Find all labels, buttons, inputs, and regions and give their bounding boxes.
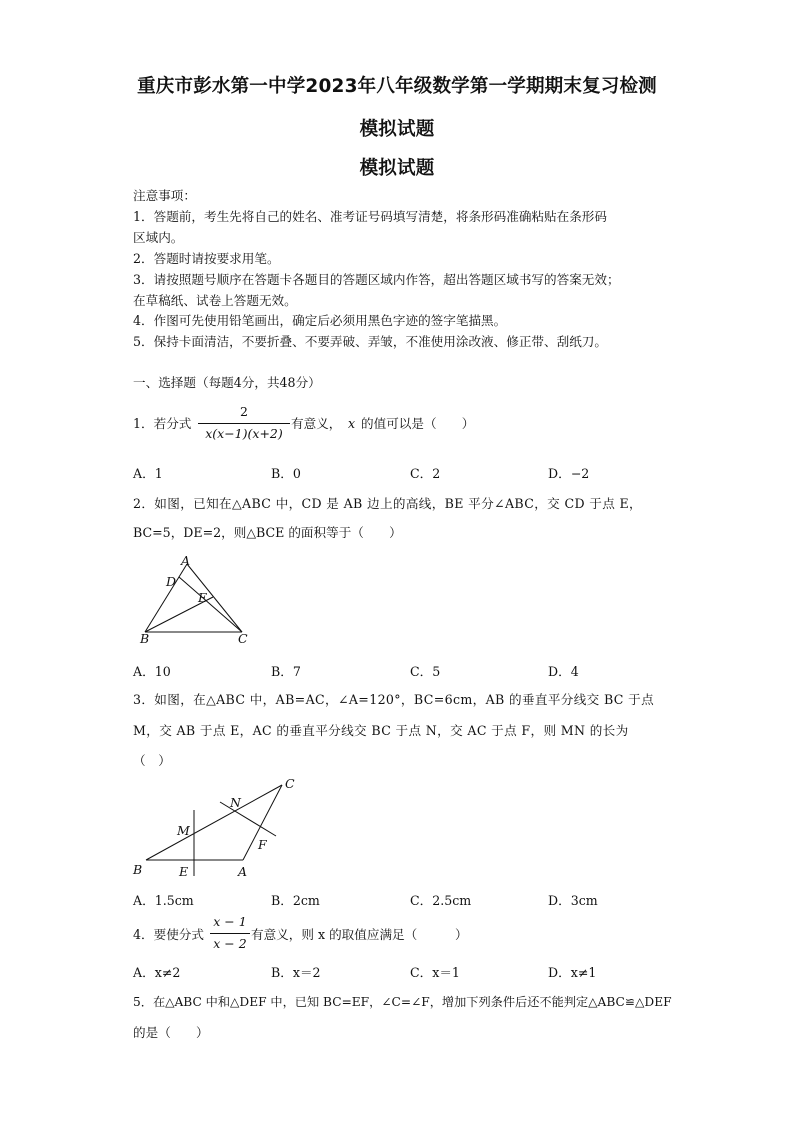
q2-label-d: D <box>166 574 177 589</box>
q2-option-a[interactable]: A．10 <box>133 664 171 679</box>
exam-title-line2: 模拟试题 <box>359 119 435 140</box>
notice-item-3: 3．请按照题号顺序在答题卡各题目的答题区域内作答，超出答题区域书写的答案无效； <box>133 272 620 287</box>
q3-label-f: F <box>258 837 267 852</box>
q2-triangle-figure <box>130 552 270 652</box>
q3-option-b[interactable]: B．2cm <box>271 893 320 908</box>
q1-prefix: 1．若分式 <box>133 416 192 431</box>
q4-suffix: 有意义，则 x 的取值应满足（ ） <box>251 927 468 942</box>
q1-option-a[interactable]: A．1 <box>133 466 163 481</box>
q2-label-e: E <box>198 590 208 605</box>
q5-text-line1: 5．在△ABC 中和△DEF 中，已知 BC=EF，∠C=∠F，增加下列条件后还不能判定△ABC≌△DEF <box>133 995 672 1009</box>
notice-item-4: 4．作图可先使用铅笔画出，确定后必须用黑色字迹的签字笔描黑。 <box>133 313 507 328</box>
q1-suffix2: 的值可以是（ ） <box>361 416 475 431</box>
q3-triangle-figure <box>130 772 310 884</box>
notice-item-1-cont: 区域内。 <box>133 230 184 245</box>
q1-numerator: 2 <box>240 404 248 419</box>
q2-option-d[interactable]: D．4 <box>548 664 579 679</box>
section-heading: 一、选择题（每题4分，共48分） <box>133 375 321 390</box>
q5-text-line2: 的是（ ） <box>133 1025 209 1040</box>
q2-text-line1: 2．如图，已知在△ABC 中，CD 是 AB 边上的高线，BE 平分∠ABC，交 CD 于点 E， <box>133 496 642 511</box>
q2-label-c: C <box>238 631 248 646</box>
q1-suffix: 有意义， <box>291 416 342 431</box>
q2-option-b[interactable]: B．7 <box>271 664 301 679</box>
q3-option-d[interactable]: D．3cm <box>548 893 598 908</box>
notice-item-3-cont: 在草稿纸、试卷上答题无效。 <box>133 293 297 308</box>
q1-denominator: x(x−1)(x+2) <box>205 426 283 441</box>
q3-text-line3: （ ） <box>133 753 171 768</box>
q3-text-line1: 3．如图，在△ABC 中，AB=AC，∠A=120°，BC=6cm，AB 的垂直平分线交 BC 于点 <box>133 692 655 707</box>
q1-variable: x <box>348 416 356 431</box>
exam-title-line1: 重庆市彭水第一中学2023年八年级数学第一学期期末复习检测 <box>137 76 657 97</box>
q3-option-c[interactable]: C．2.5cm <box>410 893 472 908</box>
q4-option-a[interactable]: A．x≠2 <box>133 965 181 980</box>
notice-item-2: 2．答题时请按要求用笔。 <box>133 251 280 266</box>
q4-fraction <box>210 914 250 952</box>
q4-option-d[interactable]: D．x≠1 <box>548 965 597 980</box>
q2-label-b: B <box>140 631 150 646</box>
notice-item-1: 1．答题前，考生先将自己的姓名、准考证号码填写清楚，将条形码准确粘贴在条形码 <box>133 209 607 224</box>
q1-option-b[interactable]: B．0 <box>271 466 301 481</box>
exam-title-line3: 模拟试题 <box>359 158 435 179</box>
q2-option-c[interactable]: C．5 <box>410 664 441 679</box>
q4-numerator: x − 1 <box>213 914 247 929</box>
q1-fraction <box>198 404 290 442</box>
notice-heading: 注意事项： <box>133 188 196 203</box>
q3-text-line2: M，交 AB 于点 E，AC 的垂直平分线交 BC 于点 N，交 AC 于点 F，则 MN 的长为 <box>133 723 629 738</box>
notice-item-5: 5．保持卡面清洁，不要折叠、不要弄破、弄皱，不准使用涂改液、修正带、刮纸刀。 <box>133 334 607 349</box>
q1-option-c[interactable]: C．2 <box>410 466 441 481</box>
q4-denominator: x − 2 <box>213 936 247 951</box>
q1-option-d[interactable]: D．−2 <box>548 466 590 481</box>
q3-label-n: N <box>230 795 241 810</box>
q4-option-c[interactable]: C．x＝1 <box>410 965 460 980</box>
q2-label-a: A <box>181 553 191 568</box>
q4-option-b[interactable]: B．x＝2 <box>271 965 321 980</box>
q3-label-c: C <box>285 776 295 791</box>
q3-label-m: M <box>177 823 190 838</box>
q3-label-a: A <box>238 864 248 879</box>
q4-prefix: 4．要使分式 <box>133 927 204 942</box>
q3-label-b: B <box>133 862 143 877</box>
q3-option-a[interactable]: A．1.5cm <box>133 893 194 908</box>
q3-label-e: E <box>179 864 189 879</box>
q2-text-line2: BC=5，DE=2，则△BCE 的面积等于（ ） <box>133 525 402 540</box>
